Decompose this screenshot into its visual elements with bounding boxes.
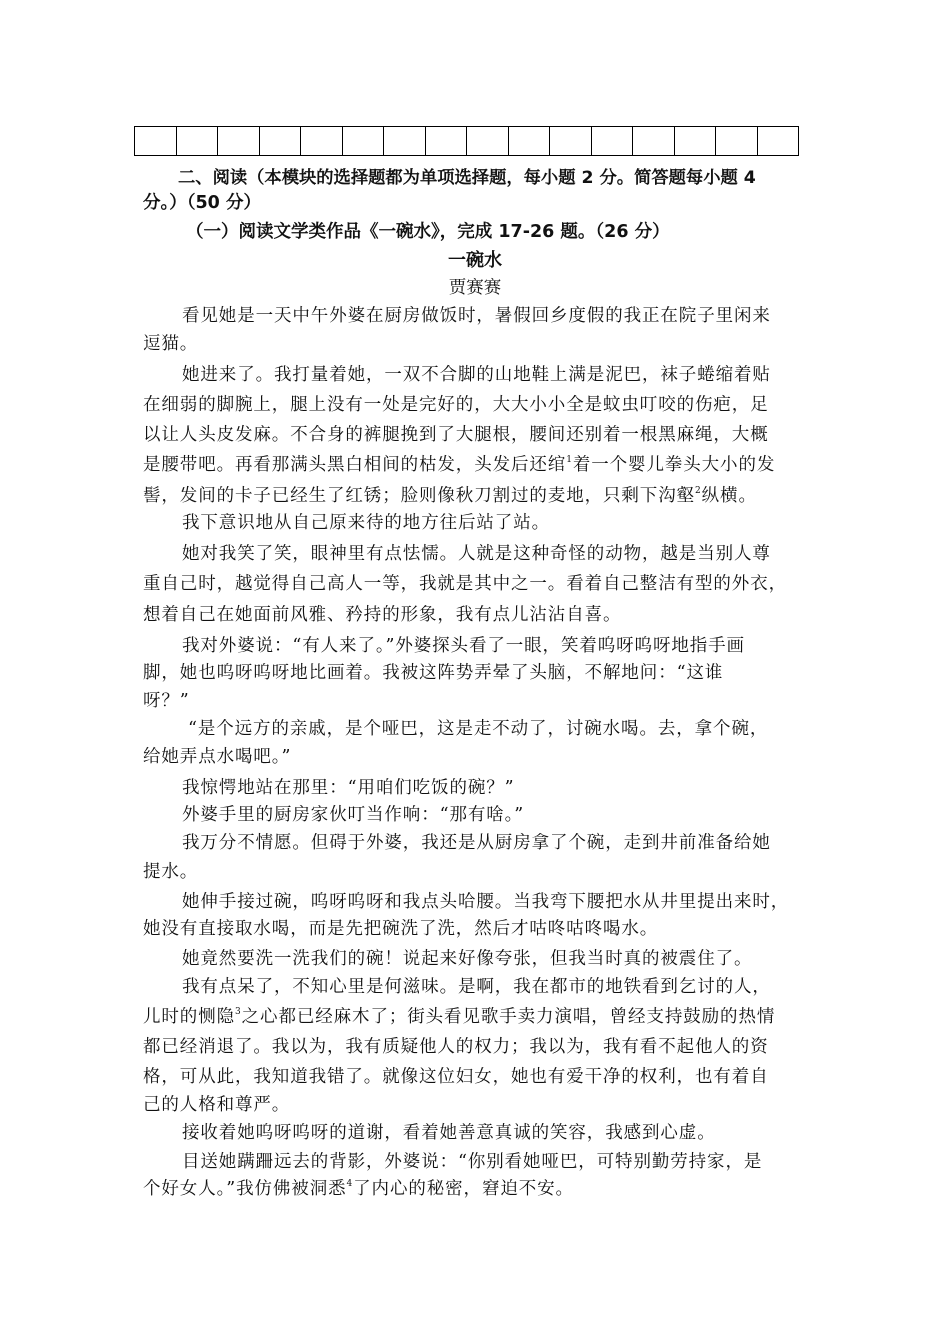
line-text: 都已经消退了。我以为，我有质疑他人的权力；我以为，我有看不起他人的资 <box>143 1037 769 1057</box>
section-heading-line2: 分。）（50 分） <box>143 193 261 213</box>
line-text: 我惊愕地站在那里：“用咱们吃饭的碗？” <box>182 778 515 798</box>
line-text: 想着自己在她面前风雅、矜持的形象，我有点儿沾沾自喜。 <box>143 605 622 625</box>
line-text: 个好女人。”我仿佛被洞悉 <box>143 1179 347 1199</box>
line-text: 看见她是一天中午外婆在厨房做饭时，暑假回乡度假的我正在院子里闲来 <box>182 306 771 326</box>
grid-cell <box>260 126 302 156</box>
line-text: 逗猫。 <box>143 334 199 354</box>
answer-grid <box>134 126 799 156</box>
article-line <box>143 1091 290 1116</box>
article-line <box>182 945 752 970</box>
line-text: 我有点呆了，不知心里是何滋味。是啊，我在都市的地铁看到乞讨的人， <box>182 977 771 997</box>
article-line <box>143 570 787 595</box>
article-line <box>143 391 769 416</box>
section-heading-line1: 二、阅读（本模块的选择题都为单项选择题，每小题 2 分。简答题每小题 4 <box>178 168 756 188</box>
grid-cell <box>301 126 343 156</box>
article-line <box>182 829 771 854</box>
line-text: 她没有直接取水喝，而是先把碗洗了洗，然后才咕咚咕咚喝水。 <box>143 919 659 939</box>
article-line <box>143 451 775 476</box>
article-line <box>182 774 515 799</box>
article-line <box>143 1063 769 1088</box>
subsection-heading: （一）阅读文学类作品《一碗水》，完成 17-26 题。（26 分） <box>186 222 670 242</box>
line-text: 是腰带吧。再看那满头黑白相间的枯发，头发后还绾 <box>143 455 567 475</box>
article-author: 贾赛赛 <box>448 278 502 298</box>
grid-cell <box>426 126 468 156</box>
article-line <box>182 302 771 327</box>
line-text: 外婆手里的厨房家伙叮当作响：“那有啥。” <box>182 805 525 825</box>
grid-cell <box>633 126 675 156</box>
article-line <box>182 888 789 913</box>
footnote-marker: 3 <box>235 1007 242 1017</box>
line-text: 格，可从此，我知道我错了。就像这位妇女，她也有爱干净的权利，也有着自 <box>143 1067 769 1087</box>
line-text: 给她弄点水喝吧。” <box>143 747 292 767</box>
line-text: 己的人格和尊严。 <box>143 1095 291 1115</box>
line-text: 接收着她呜呀呜呀的道谢，看着她善意真诚的笑容，我感到心虚。 <box>182 1123 716 1143</box>
footnote-marker: 2 <box>695 486 702 496</box>
line-text: 髻，发间的卡子已经生了红锈；脸则像秋刀割过的麦地，只剩下沟壑 <box>143 486 695 506</box>
line-text-continued: 了内心的秘密，窘迫不安。 <box>353 1179 574 1199</box>
line-text-continued: 着一个婴儿拳头大小的发 <box>572 455 776 475</box>
grid-cell <box>135 126 177 156</box>
line-text: 目送她蹒跚远去的背影，外婆说：“你别看她哑巴，可特别勤劳持家，是 <box>182 1152 763 1172</box>
article-line <box>143 858 198 883</box>
line-text: 在细弱的脚腕上，腿上没有一处是完好的，大大小小全是蚊虫叮咬的伤疤，足 <box>143 395 769 415</box>
line-text: “是个远方的亲戚，是个哑巴，这是走不动了，讨碗水喝。去，拿个碗， <box>188 719 769 739</box>
grid-cell <box>343 126 385 156</box>
article-line <box>143 1003 775 1028</box>
article-line <box>143 659 723 684</box>
line-text: 重自己时，越觉得自己高人一等，我就是其中之一。看着自己整洁有型的外衣， <box>143 574 787 594</box>
article-title: 一碗水 <box>448 250 502 271</box>
article-line <box>143 421 769 446</box>
line-text: 以让人头皮发麻。不合身的裤腿挽到了大腿根，腰间还别着一根黑麻绳，大概 <box>143 425 769 445</box>
article-line <box>182 509 550 534</box>
line-text: 呀？” <box>143 691 190 711</box>
grid-cell <box>467 126 509 156</box>
line-text: 我对外婆说：“有人来了。”外婆探头看了一眼，笑着呜呀呜呀地指手画 <box>182 636 745 656</box>
article-line <box>143 601 621 626</box>
footnote-marker: 4 <box>346 1179 354 1189</box>
grid-cell <box>716 126 758 156</box>
article-line <box>143 1175 574 1200</box>
line-text: 提水。 <box>143 862 199 882</box>
article-line <box>182 1119 716 1144</box>
article-line <box>143 1033 769 1058</box>
grid-cell <box>758 126 800 156</box>
article-line <box>182 540 771 565</box>
line-text: 她伸手接过碗，呜呀呜呀和我点头哈腰。当我弯下腰把水从井里提出来时， <box>182 892 790 912</box>
article-line <box>188 715 768 740</box>
line-text: 她竟然要洗一洗我们的碗！说起来好像夸张，但我当时真的被震住了。 <box>182 949 753 969</box>
line-text-continued: 之心都已经麻木了；街头看见歌手卖力演唱，曾经支持鼓励的热情 <box>241 1007 776 1027</box>
grid-cell <box>384 126 426 156</box>
article-line <box>182 973 771 998</box>
grid-cell <box>550 126 592 156</box>
article-line <box>182 361 771 386</box>
article-line <box>143 482 757 507</box>
grid-cell <box>509 126 551 156</box>
line-text: 我下意识地从自己原来待的地方往后站了站。 <box>182 513 550 533</box>
article-line <box>143 743 291 768</box>
line-text: 我万分不情愿。但碍于外婆，我还是从厨房拿了个碗，走到井前准备给她 <box>182 833 771 853</box>
grid-cell <box>675 126 717 156</box>
article-line <box>182 632 745 657</box>
line-text: 她进来了。我打量着她，一双不合脚的山地鞋上满是泥巴，袜子蜷缩着贴 <box>182 365 771 385</box>
line-text: 她对我笑了笑，眼神里有点怯懦。人就是这种奇怪的动物，越是当别人尊 <box>182 544 771 564</box>
article-line <box>143 330 198 355</box>
grid-cell <box>218 126 260 156</box>
line-text-continued: 纵横。 <box>701 486 757 506</box>
article-line <box>182 1148 762 1173</box>
article-line <box>182 801 524 826</box>
line-text: 脚，她也呜呀呜呀地比画着。我被这阵势弄晕了头脑，不解地问：“这谁 <box>143 663 724 683</box>
line-text: 儿时的恻隐 <box>143 1007 235 1027</box>
footnote-marker: 1 <box>566 455 573 465</box>
grid-cell <box>592 126 634 156</box>
article-line <box>143 915 658 940</box>
article-line <box>143 687 190 712</box>
grid-cell <box>177 126 219 156</box>
